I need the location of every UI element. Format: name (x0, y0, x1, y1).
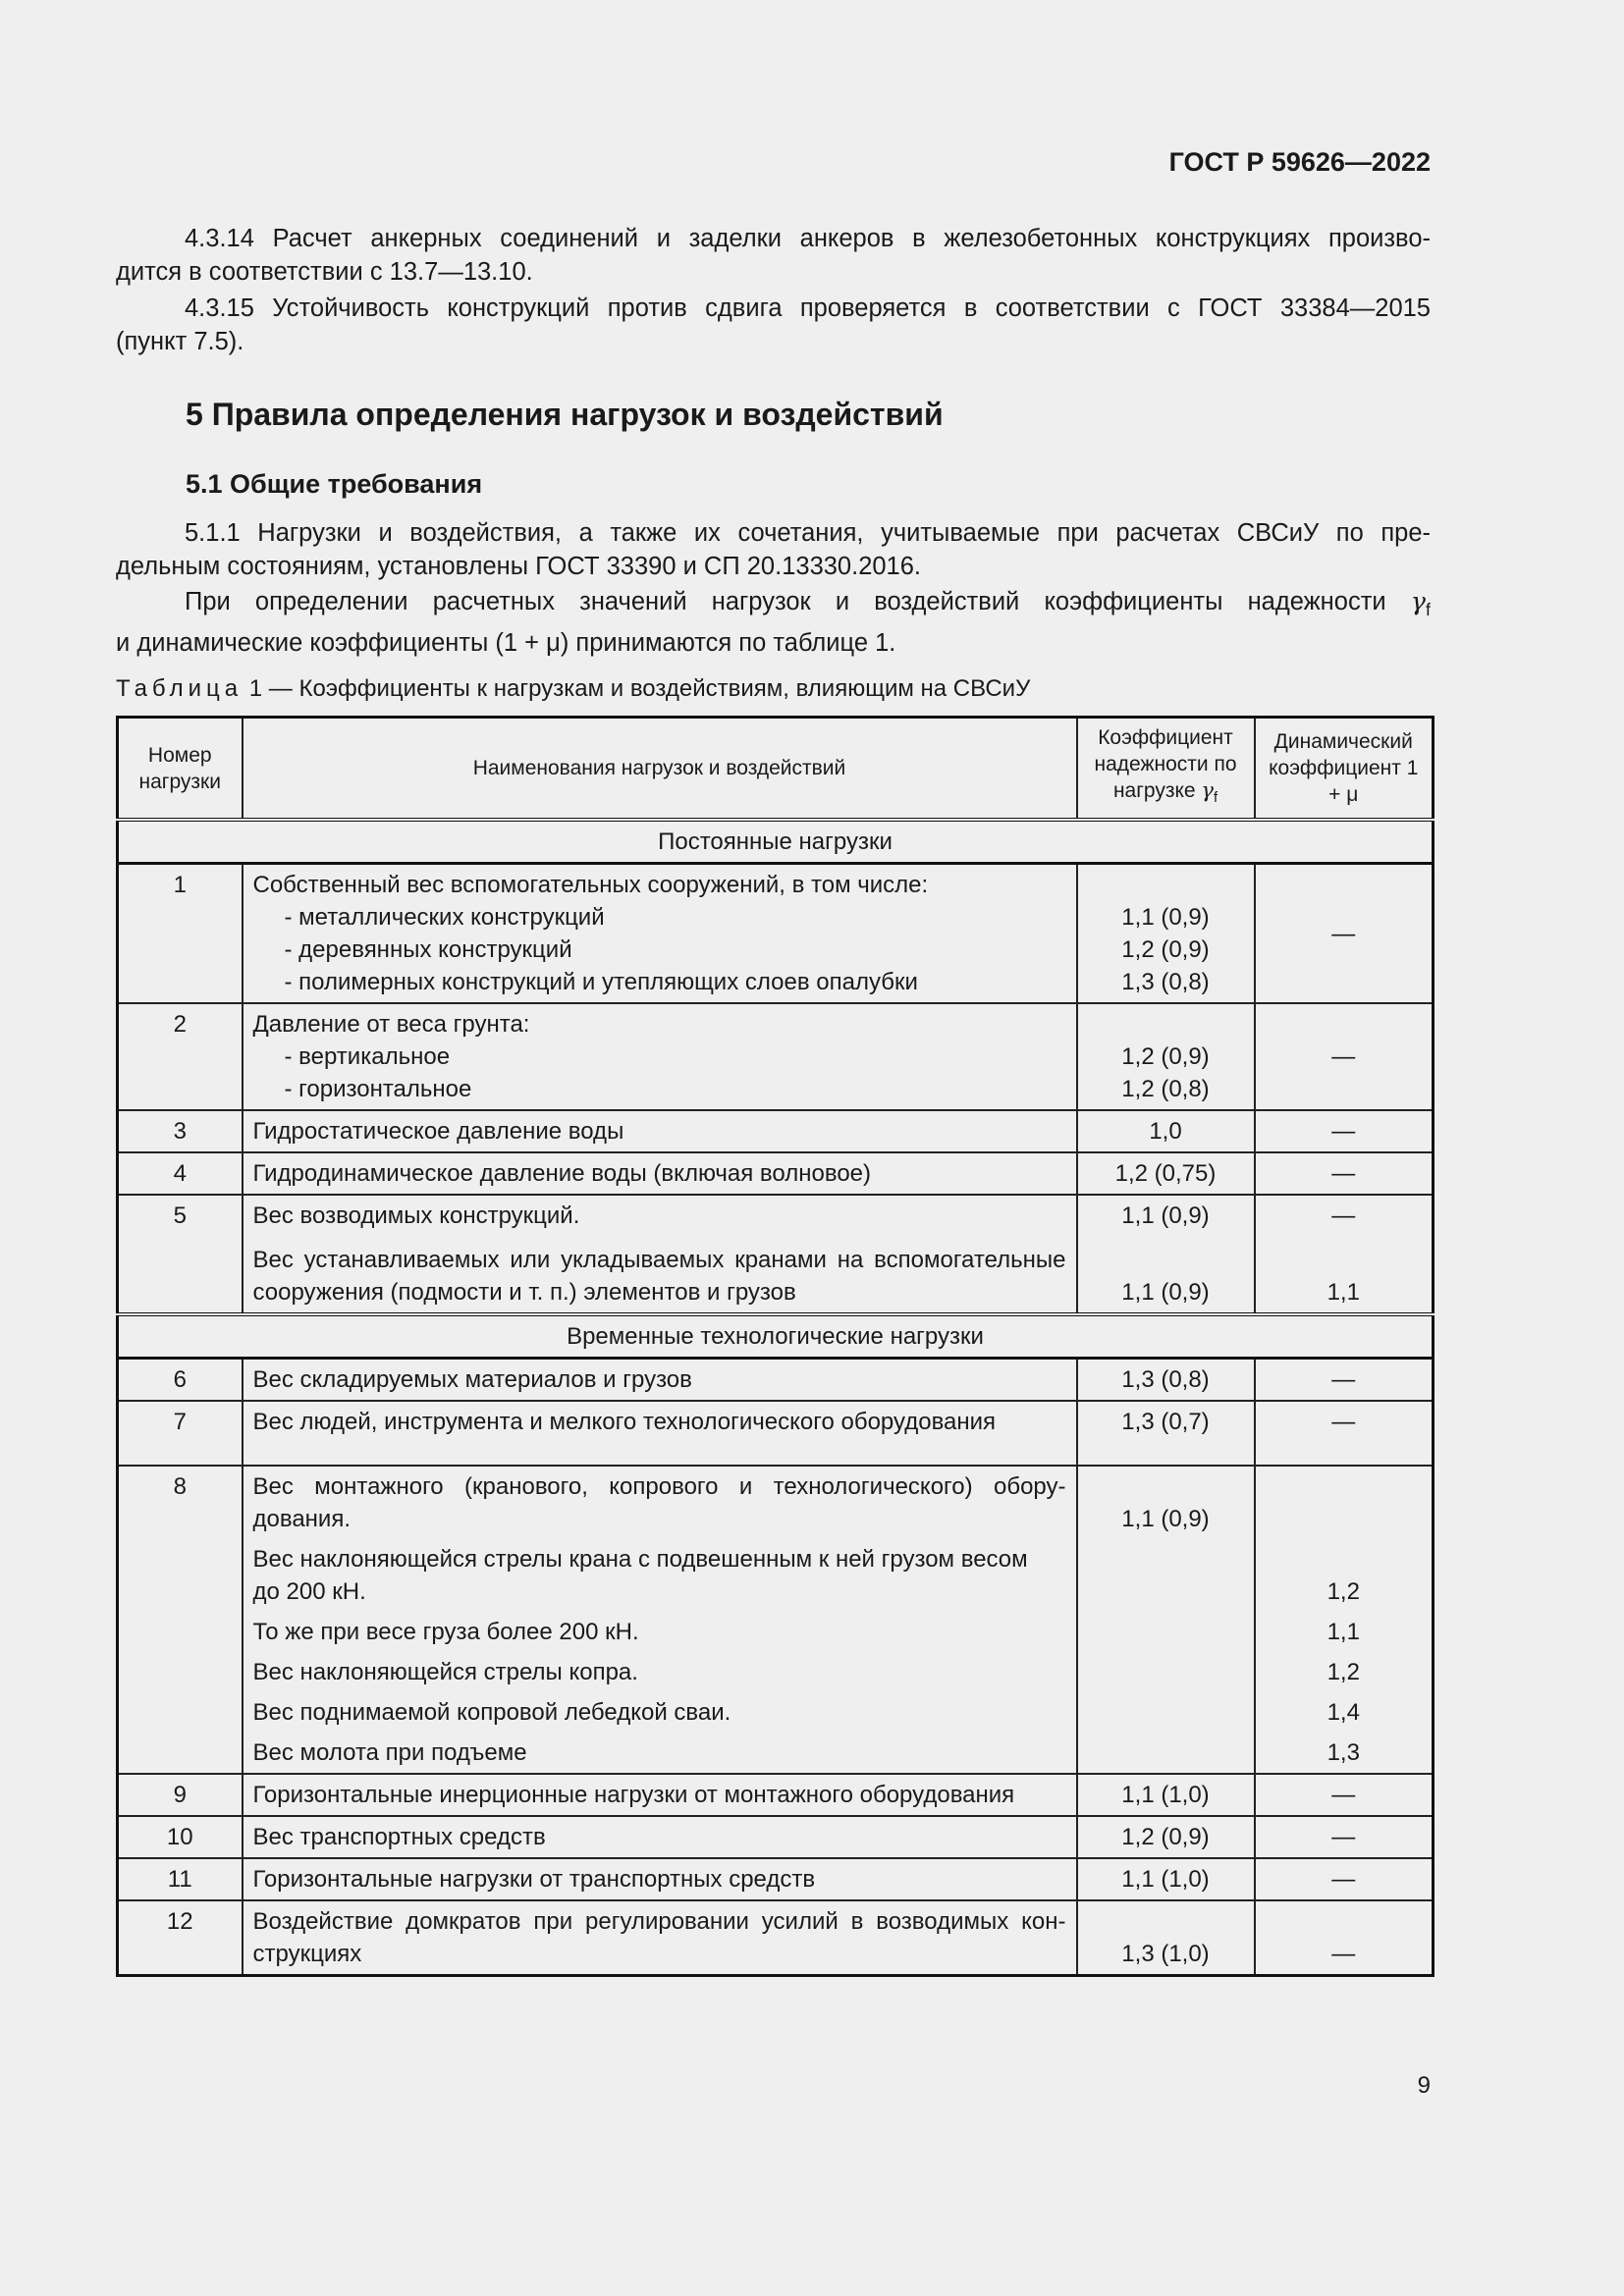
row-name-part: Вес наклоняющейся стрелы крана с подвешенным к ней грузом весом (252, 1546, 1028, 1574)
row-name-title: Собственный вес вспомогательных сооружений, в том числе: (252, 872, 929, 899)
paragraph-5-1-1 (116, 516, 1431, 583)
row-name (243, 1003, 1077, 1110)
table-row (118, 1466, 1434, 1774)
coefficient-value: 1,1 (0,9) (1121, 1279, 1210, 1307)
row-coefficient (1077, 864, 1255, 1004)
paragraph-line: дельным состояниям, установлены ГОСТ 33390 и СП 20.13330.2016. (116, 553, 922, 580)
coefficient-value: 1,2 (0,8) (1121, 1076, 1210, 1103)
row-dynamic: — (1255, 1858, 1434, 1900)
dynamic-value: 1,1 (1326, 1619, 1360, 1646)
row-name-item: - металлических конструкций (284, 904, 605, 932)
table-row (118, 1110, 1434, 1152)
row-name (243, 1195, 1077, 1314)
page-number: 9 (1417, 2072, 1431, 2099)
row-dynamic (1255, 1900, 1434, 1976)
coefficient-value: 1,1 (0,9) (1121, 1506, 1210, 1533)
row-number: 10 (118, 1816, 243, 1858)
row-name-part: Вес возводимых конструкций. (252, 1202, 580, 1230)
paragraph-line: 4.3.14 Расчет анкерных соединений и заделки анкеров в железобетонных конструкциях произво- (185, 225, 1431, 252)
row-name-part: до 200 кН. (252, 1578, 366, 1606)
dynamic-value: 1,3 (1326, 1739, 1360, 1767)
section-temporary: Временные технологические нагрузки (118, 1314, 1434, 1359)
coefficient-value: 1,3 (1,0) (1121, 1941, 1210, 1968)
header-coefficient-text: Коэффициент надежности по нагрузке (1094, 726, 1237, 802)
table-row (118, 1816, 1434, 1858)
row-name: Гидродинамическое давление воды (включая волновое) (243, 1152, 1077, 1195)
row-dynamic: — (1255, 1774, 1434, 1816)
paragraph-line (116, 585, 1431, 626)
table-row (118, 864, 1434, 1004)
table-row (118, 1359, 1434, 1402)
row-dynamic (1255, 1195, 1434, 1314)
standard-code: ГОСТ Р 59626—2022 (1168, 147, 1431, 177)
row-dynamic: — (1255, 864, 1434, 1004)
coefficient-value: 1,1 (0,9) (1121, 1202, 1210, 1230)
header-name: Наименования нагрузок и воздействий (243, 718, 1077, 821)
row-dynamic (1255, 1466, 1434, 1774)
row-name-part: Вес молота при подъеме (252, 1739, 527, 1767)
table-caption-label: Таблица (116, 675, 244, 702)
table-caption (116, 675, 1030, 703)
row-name-item: - вертикальное (284, 1043, 451, 1071)
row-dynamic: — (1255, 1152, 1434, 1195)
gamma-subscript: f (1213, 790, 1218, 807)
row-name: Вес транспортных средств (243, 1816, 1077, 1858)
table-row (118, 1003, 1434, 1110)
row-number: 7 (118, 1401, 243, 1466)
row-name (243, 864, 1077, 1004)
header-dynamic: Динамический коэффициент 1 + μ (1255, 718, 1434, 821)
paragraph-line: (пункт 7.5). (116, 328, 244, 355)
subsection-heading: 5.1 Общие требования (186, 469, 483, 499)
row-name-part: Вес монтажного (кранового, копрового и технологического) обору- (252, 1473, 1066, 1501)
dynamic-value: — (1331, 1941, 1356, 1968)
row-name-item: - горизонтальное (284, 1076, 472, 1103)
row-dynamic: — (1255, 1003, 1434, 1110)
paragraph-line: 4.3.15 Устойчивость конструкций против сдвига проверяется в соответствии с ГОСТ 33384—2015 (185, 294, 1431, 322)
dynamic-value: — (1331, 1202, 1356, 1230)
row-coefficient: 1,3 (0,8) (1077, 1359, 1255, 1402)
row-name: Горизонтальные нагрузки от транспортных средств (243, 1858, 1077, 1900)
gamma-symbol: γ (1201, 778, 1214, 802)
paragraph-line: и динамические коэффициенты (1 + μ) принимаются по таблице 1. (116, 629, 896, 658)
row-coefficient (1077, 1900, 1255, 1976)
row-number: 2 (118, 1003, 243, 1110)
row-number: 1 (118, 864, 243, 1004)
section-permanent: Постоянные нагрузки (118, 820, 1434, 864)
row-number: 9 (118, 1774, 243, 1816)
table-header-row (118, 718, 1434, 821)
row-number: 3 (118, 1110, 243, 1152)
row-number: 6 (118, 1359, 243, 1402)
dynamic-value: 1,1 (1326, 1279, 1360, 1307)
row-coefficient: 1,2 (0,75) (1077, 1152, 1255, 1195)
row-number: 4 (118, 1152, 243, 1195)
row-number: 12 (118, 1900, 243, 1976)
paragraph-4-3-15 (116, 292, 1431, 358)
row-name-part: дования. (252, 1506, 352, 1533)
row-name (243, 1900, 1077, 1976)
row-dynamic: — (1255, 1401, 1434, 1466)
row-coefficient: 1,1 (1,0) (1077, 1774, 1255, 1816)
row-name-item: - полимерных конструкций и утепляющих слоев опалубки (284, 969, 918, 996)
row-name-part: Вес устанавливаемых или укладываемых кранами на вспомогательные (252, 1247, 1066, 1274)
row-name-item: - деревянных конструкций (284, 936, 572, 964)
coefficient-value: 1,2 (0,9) (1121, 1043, 1210, 1071)
row-name-part: сооружения (подмости и т. п.) элементов и грузов (252, 1279, 796, 1307)
table-row (118, 1152, 1434, 1195)
row-name-title: Давление от веса грунта: (252, 1011, 530, 1039)
row-dynamic: — (1255, 1359, 1434, 1402)
row-name-part: Воздействие домкратов при регулировании усилий в возводимых кон- (252, 1908, 1066, 1936)
row-dynamic: — (1255, 1816, 1434, 1858)
coefficient-value: 1,3 (0,8) (1121, 969, 1210, 996)
row-name: Вес людей, инструмента и мелкого технологического оборудования (243, 1401, 1077, 1466)
row-coefficient: 1,2 (0,9) (1077, 1816, 1255, 1858)
table-row (118, 1858, 1434, 1900)
header-number: Номер нагрузки (118, 718, 243, 821)
row-name-part: Вес поднимаемой копровой лебедкой сваи. (252, 1699, 731, 1727)
gamma-symbol: γ (1410, 587, 1427, 616)
row-name-part: струкциях (252, 1941, 362, 1968)
paragraph-4-3-14 (116, 222, 1431, 289)
paragraph-coefficients (116, 585, 1431, 660)
table-row (118, 1900, 1434, 1976)
row-number: 8 (118, 1466, 243, 1774)
row-name-part: То же при весе груза более 200 кН. (252, 1619, 639, 1646)
section-row (118, 1314, 1434, 1359)
row-name (243, 1466, 1077, 1774)
row-coefficient: 1,1 (1,0) (1077, 1858, 1255, 1900)
row-dynamic: — (1255, 1110, 1434, 1152)
section-heading: 5 Правила определения нагрузок и воздействий (186, 397, 944, 432)
row-coefficient (1077, 1003, 1255, 1110)
paragraph-line: 5.1.1 Нагрузки и воздействия, а также их сочетания, учитываемые при расчетах СВСиУ по пре- (185, 519, 1431, 547)
row-coefficient: 1,3 (0,7) (1077, 1401, 1255, 1466)
dynamic-value: 1,2 (1326, 1659, 1360, 1686)
header-coefficient (1077, 718, 1255, 821)
row-name: Горизонтальные инерционные нагрузки от монтажного оборудования (243, 1774, 1077, 1816)
table-row (118, 1401, 1434, 1466)
paragraph-text: При определении расчетных значений нагрузок и воздействий коэффициенты надежности (185, 588, 1386, 615)
table-row (118, 1195, 1434, 1314)
row-coefficient (1077, 1195, 1255, 1314)
paragraph-line: дится в соответствии с 13.7—13.10. (116, 258, 533, 286)
row-name: Гидростатическое давление воды (243, 1110, 1077, 1152)
row-coefficient: 1,0 (1077, 1110, 1255, 1152)
row-coefficient (1077, 1466, 1255, 1774)
table-row (118, 1774, 1434, 1816)
row-name-part: Вес наклоняющейся стрелы копра. (252, 1659, 638, 1686)
coefficient-value: 1,1 (0,9) (1121, 904, 1210, 932)
coefficient-value: 1,2 (0,9) (1121, 936, 1210, 964)
dynamic-value: 1,4 (1326, 1699, 1360, 1727)
loads-table (116, 716, 1435, 1977)
dynamic-value: 1,2 (1326, 1578, 1360, 1606)
gamma-subscript: f (1426, 600, 1431, 620)
section-row (118, 820, 1434, 864)
row-number: 11 (118, 1858, 243, 1900)
row-name: Вес складируемых материалов и грузов (243, 1359, 1077, 1402)
row-number: 5 (118, 1195, 243, 1314)
table-caption-text: 1 — Коэффициенты к нагрузкам и воздействиям, влияющим на СВСиУ (243, 675, 1031, 702)
